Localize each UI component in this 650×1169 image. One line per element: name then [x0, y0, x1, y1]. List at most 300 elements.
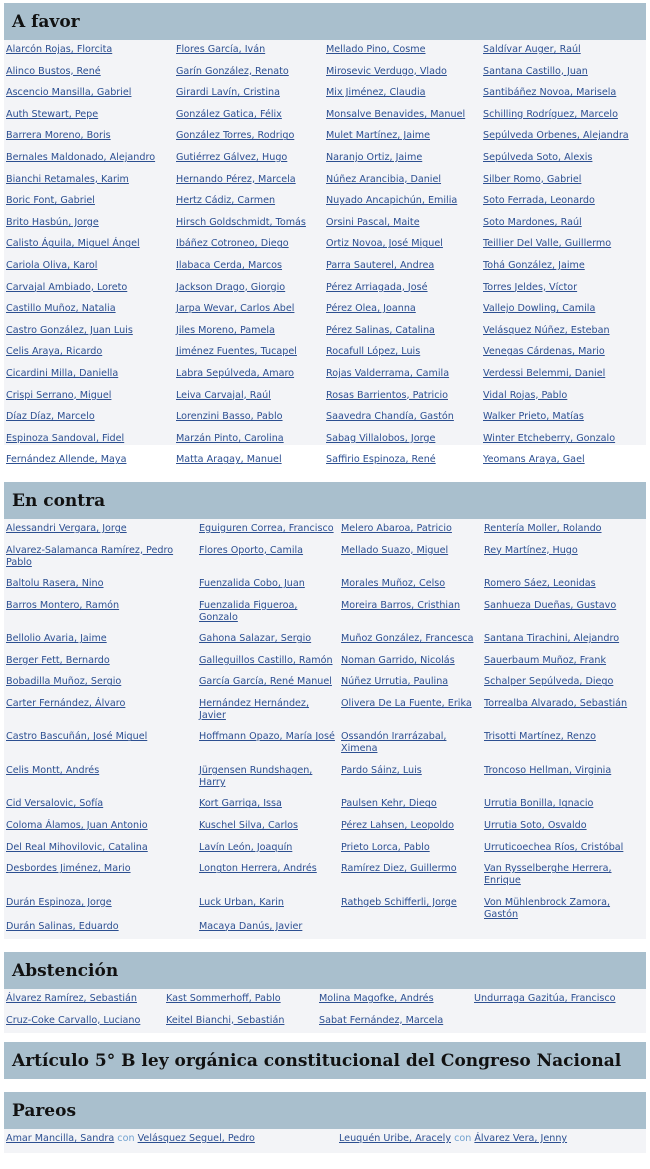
vote-cell: [174, 66, 324, 88]
vote-cell: [164, 993, 317, 1015]
vote-cell: [197, 655, 339, 677]
vote-cell: [481, 282, 646, 304]
section-title: En contra: [12, 490, 106, 511]
vote-cell: [481, 238, 646, 260]
vote-cell: [324, 66, 481, 88]
vote-cell: [481, 368, 646, 390]
deputy-link[interactable]: Parra Sauterel, Andrea: [326, 259, 435, 271]
pair-connector: con: [117, 1133, 135, 1144]
deputy-link[interactable]: Alessandri Vergara, Jorge: [6, 523, 127, 534]
deputy-link[interactable]: Sanhueza Dueñas, Gustavo: [484, 599, 617, 611]
deputy-link[interactable]: Orsini Pascal, Maite: [326, 216, 420, 228]
deputy-link[interactable]: Jiménez Fuentes, Tucapel: [176, 346, 297, 358]
vote-cell: [481, 325, 646, 347]
deputy-link[interactable]: Santibáñez Novoa, Marisela: [483, 87, 617, 99]
section-header-abstencion: [4, 952, 646, 989]
deputy-link[interactable]: Desbordes Jiménez, Mario: [6, 863, 131, 875]
pair-cell: [4, 1133, 337, 1145]
deputy-link[interactable]: Castillo Muñoz, Natalia: [6, 303, 116, 315]
vote-cell: [4, 698, 197, 732]
deputy-link[interactable]: Hertz Cádiz, Carmen: [176, 195, 276, 207]
deputy-link[interactable]: Venegas Cárdenas, Mario: [483, 346, 605, 358]
vote-row: [4, 325, 646, 347]
deputy-link[interactable]: Torres Jeldes, Víctor: [483, 281, 578, 293]
vote-cell: [481, 346, 646, 368]
vote-cell: [324, 44, 481, 66]
vote-cell: [197, 698, 339, 732]
deputy-link[interactable]: Pérez Arriagada, José: [326, 281, 428, 293]
deputy-link[interactable]: Barrera Moreno, Boris: [6, 130, 111, 142]
vote-cell: [197, 842, 339, 864]
section-header-en-contra: [4, 482, 646, 519]
vote-cell: [4, 600, 197, 634]
deputy-link[interactable]: Torrealba Alvarado, Sebastián: [484, 697, 628, 709]
vote-row: [4, 633, 646, 655]
deputy-link[interactable]: Saavedra Chandía, Gastón: [326, 411, 454, 423]
deputy-link[interactable]: Galleguillos Castillo, Ramón: [199, 654, 333, 666]
vote-cell: [4, 676, 197, 698]
vote-cell: [4, 863, 197, 897]
vote-cell: [324, 454, 481, 476]
vote-cell: [324, 346, 481, 368]
deputy-link[interactable]: Celis Araya, Ricardo: [6, 346, 103, 358]
vote-cell: [339, 600, 482, 634]
vote-row: [4, 523, 646, 545]
deputy-link[interactable]: Pérez Lahsen, Leopoldo: [341, 820, 454, 832]
vote-cell: [481, 109, 646, 131]
deputy-link[interactable]: Kuschel Silva, Carlos: [199, 820, 298, 832]
vote-cell: [481, 87, 646, 109]
pair-cell: [337, 1133, 646, 1145]
deputy-link[interactable]: Vallejo Dowling, Camila: [483, 303, 596, 315]
deputy-link[interactable]: González Torres, Rodrigo: [176, 130, 295, 142]
vote-cell: [174, 260, 324, 282]
vote-row: [4, 1015, 646, 1037]
vote-cell: [339, 731, 482, 765]
vote-cell: [324, 303, 481, 325]
deputy-link[interactable]: Alarcón Rojas, Florcita: [6, 44, 113, 55]
deputy-link[interactable]: Naranjo Ortiz, Jaime: [326, 151, 423, 163]
vote-cell: [339, 698, 482, 732]
deputy-link[interactable]: Bianchi Retamales, Karim: [6, 173, 129, 185]
vote-cell: [174, 368, 324, 390]
deputy-link[interactable]: Von Mühlenbrock Zamora, Gastón: [484, 896, 611, 920]
vote-cell: [197, 731, 339, 765]
deputy-link[interactable]: Molina Magofke, Andrés: [319, 993, 434, 1004]
section-title: Abstención: [12, 960, 119, 981]
deputy-link[interactable]: Ossandón Irarrázabal, Ximena: [341, 731, 447, 755]
vote-cell: [339, 545, 482, 579]
deputy-link[interactable]: Sepúlveda Soto, Alexis: [483, 151, 593, 163]
deputy-link[interactable]: Cicardini Milla, Daniella: [6, 367, 119, 379]
deputy-link[interactable]: Mellado Pino, Cosme: [326, 44, 426, 55]
vote-cell: [482, 600, 646, 634]
vote-cell: [481, 195, 646, 217]
deputy-link[interactable]: Gutiérrez Gálvez, Hugo: [176, 151, 288, 163]
vote-row: [4, 130, 646, 152]
deputy-link[interactable]: Núñez Arancibia, Daniel: [326, 173, 442, 185]
deputy-link[interactable]: Ascencio Mansilla, Gabriel: [6, 87, 132, 99]
deputy-link[interactable]: Santana Tirachini, Alejandro: [484, 633, 620, 645]
deputy-link[interactable]: Trisotti Martínez, Renzo: [484, 731, 596, 743]
deputy-link[interactable]: Mellado Suazo, Miguel: [341, 544, 449, 556]
deputy-link[interactable]: Bernales Maldonado, Alejandro: [6, 151, 156, 163]
deputy-link[interactable]: Auth Stewart, Pepe: [6, 108, 99, 120]
deputy-link[interactable]: Walker Prieto, Matías: [483, 411, 584, 423]
deputy-link[interactable]: Jiles Moreno, Pamela: [176, 324, 275, 336]
deputy-link[interactable]: Noman Garrido, Nicolás: [341, 654, 455, 666]
vote-cell: [339, 765, 482, 799]
vote-cell: [324, 174, 481, 196]
vote-row: [4, 195, 646, 217]
vote-cell: [174, 346, 324, 368]
deputy-link[interactable]: Sepúlveda Orbenes, Alejandra: [483, 130, 629, 142]
deputy-link[interactable]: Ibáñez Cotroneo, Diego: [176, 238, 289, 250]
deputy-link[interactable]: Sabag Villalobos, Jorge: [326, 432, 436, 444]
deputy-link[interactable]: Marzán Pinto, Carolina: [176, 432, 284, 444]
vote-cell: [481, 303, 646, 325]
vote-cell: [4, 411, 174, 433]
vote-row: [4, 238, 646, 260]
vote-cell: [482, 863, 646, 897]
deputy-link[interactable]: Melero Abaroa, Patricio: [341, 523, 452, 534]
vote-cell: [4, 993, 164, 1015]
deputy-link[interactable]: Romero Sáez, Leonidas: [484, 578, 596, 590]
deputy-link[interactable]: Bellolio Avaria, Jaime: [6, 633, 107, 645]
deputy-link[interactable]: Sauerbaum Muñoz, Frank: [484, 654, 607, 666]
vote-cell: [197, 921, 339, 943]
vote-cell: [324, 217, 481, 239]
deputy-link[interactable]: Mix Jiménez, Claudia: [326, 87, 426, 99]
vote-cell: [481, 130, 646, 152]
vote-cell: [4, 578, 197, 600]
vote-cell: [482, 578, 646, 600]
deputy-link[interactable]: Gahona Salazar, Sergio: [199, 633, 312, 645]
deputy-link[interactable]: Leuquén Uribe, Aracely: [339, 1133, 451, 1144]
favor-table: [4, 44, 646, 476]
deputy-link[interactable]: Troncoso Hellman, Virginia: [484, 764, 612, 776]
vote-cell: [481, 66, 646, 88]
vote-cell: [197, 676, 339, 698]
deputy-link[interactable]: Kort Garriga, Issa: [199, 798, 282, 810]
deputy-link[interactable]: Girardi Lavín, Cristina: [176, 87, 280, 99]
vote-cell: [482, 921, 646, 943]
deputy-link[interactable]: Paulsen Kehr, Diego: [341, 798, 437, 810]
deputy-link[interactable]: Hernando Pérez, Marcela: [176, 173, 296, 185]
vote-cell: [4, 655, 197, 677]
deputy-link[interactable]: Keitel Bianchi, Sebastián: [166, 1014, 285, 1026]
deputy-link[interactable]: Santana Castillo, Juan: [483, 65, 588, 77]
deputy-link[interactable]: Olivera De La Fuente, Erika: [341, 697, 472, 709]
deputy-link[interactable]: Castro Bascuñán, José Miguel: [6, 731, 148, 743]
vote-cell: [339, 676, 482, 698]
deputy-link[interactable]: Moreira Barros, Cristhian: [341, 599, 461, 611]
vote-cell: [4, 545, 197, 579]
deputy-link[interactable]: Nuyado Ancapichún, Emilia: [326, 195, 458, 207]
vote-cell: [4, 820, 197, 842]
vote-row: [4, 842, 646, 864]
deputy-link[interactable]: Jürgensen Rundshagen, Harry: [199, 764, 313, 788]
pareos-table: [4, 1133, 646, 1145]
deputy-link[interactable]: Vidal Rojas, Pablo: [483, 389, 568, 401]
deputy-link[interactable]: García García, René Manuel: [199, 676, 332, 688]
deputy-link[interactable]: Van Rysselberghe Herrera, Enrique: [484, 863, 612, 887]
vote-row: [4, 66, 646, 88]
deputy-link[interactable]: Saffirio Espinoza, René: [326, 454, 436, 466]
vote-cell: [339, 921, 482, 943]
deputy-link[interactable]: Morales Muñoz, Celso: [341, 578, 446, 590]
pair-connector: con: [454, 1133, 472, 1144]
abstencion-list: [4, 989, 646, 1033]
vote-row: [4, 390, 646, 412]
vote-row: [4, 152, 646, 174]
deputy-link[interactable]: Verdessi Belemmi, Daniel: [483, 367, 606, 379]
deputy-link[interactable]: Monsalve Benavides, Manuel: [326, 108, 466, 120]
deputy-link[interactable]: Flores García, Iván: [176, 44, 266, 55]
deputy-link[interactable]: González Gatica, Félix: [176, 108, 282, 120]
deputy-link[interactable]: Garín González, Renato: [176, 65, 289, 77]
vote-row: [4, 217, 646, 239]
deputy-link[interactable]: Fuenzalida Figueroa, Gonzalo: [199, 599, 298, 623]
vote-cell: [4, 152, 174, 174]
deputy-link[interactable]: Núñez Urrutia, Paulina: [341, 676, 449, 688]
deputy-link[interactable]: Hernández Hernández, Javier: [199, 697, 310, 721]
deputy-link[interactable]: Cruz-Coke Carvallo, Luciano: [6, 1014, 141, 1026]
deputy-link[interactable]: Pérez Olea, Joanna: [326, 303, 416, 315]
deputy-link[interactable]: Urrutia Bonilla, Ignacio: [484, 798, 594, 810]
deputy-link[interactable]: Mulet Martínez, Jaime: [326, 130, 431, 142]
vote-cell: [174, 411, 324, 433]
vote-cell: [324, 195, 481, 217]
deputy-link[interactable]: Boric Font, Gabriel: [6, 195, 95, 207]
vote-cell: [4, 390, 174, 412]
deputy-link[interactable]: Crispi Serrano, Miguel: [6, 389, 112, 401]
vote-cell: [482, 842, 646, 864]
deputy-link[interactable]: Teillier Del Valle, Guillermo: [483, 238, 612, 250]
deputy-link[interactable]: Espinoza Sandoval, Fidel: [6, 432, 125, 444]
deputy-link[interactable]: Leiva Carvajal, Raúl: [176, 389, 271, 401]
vote-row: [4, 44, 646, 66]
deputy-link[interactable]: Rojas Valderrama, Camila: [326, 367, 450, 379]
vote-cell: [174, 303, 324, 325]
deputy-link[interactable]: Schilling Rodríguez, Marcelo: [483, 108, 618, 120]
deputy-link[interactable]: Díaz Díaz, Marcelo: [6, 411, 95, 423]
vote-cell: [339, 578, 482, 600]
deputy-link[interactable]: Hoffmann Opazo, María José: [199, 731, 335, 743]
deputy-link[interactable]: Urruticoechea Ríos, Cristóbal: [484, 841, 624, 853]
deputy-link[interactable]: Durán Salinas, Eduardo: [6, 920, 119, 932]
vote-cell: [197, 600, 339, 634]
deputy-link[interactable]: Winter Etcheberry, Gonzalo: [483, 432, 616, 444]
vote-cell: [481, 217, 646, 239]
deputy-link[interactable]: Del Real Mihovilovic, Catalina: [6, 841, 148, 853]
deputy-link[interactable]: Velásquez Seguel, Pedro: [137, 1133, 255, 1144]
deputy-link[interactable]: Eguiguren Correa, Francisco: [199, 523, 334, 534]
vote-cell: [197, 820, 339, 842]
deputy-link[interactable]: Saldívar Auger, Raúl: [483, 44, 581, 55]
vote-cell: [4, 731, 197, 765]
vote-cell: [174, 238, 324, 260]
vote-cell: [324, 238, 481, 260]
deputy-link[interactable]: Berger Fett, Bernardo: [6, 654, 110, 666]
vote-cell: [482, 655, 646, 677]
deputy-link[interactable]: Yeomans Araya, Gael: [483, 454, 585, 466]
deputy-link[interactable]: Jackson Drago, Giorgio: [176, 281, 286, 293]
vote-cell: [4, 260, 174, 282]
deputy-link[interactable]: Soto Mardones, Raúl: [483, 216, 582, 228]
vote-cell: [324, 390, 481, 412]
deputy-link[interactable]: Hirsch Goldschmidt, Tomás: [176, 216, 306, 228]
vote-cell: [482, 765, 646, 799]
deputy-link[interactable]: Cid Versalovic, Sofía: [6, 798, 104, 810]
deputy-link[interactable]: Velásquez Núñez, Esteban: [483, 324, 610, 336]
vote-cell: [482, 523, 646, 545]
vote-cell: [482, 698, 646, 732]
deputy-link[interactable]: Tohá González, Jaime: [483, 259, 585, 271]
deputy-link[interactable]: Matta Aragay, Manuel: [176, 454, 282, 466]
vote-cell: [339, 842, 482, 864]
vote-cell: [4, 217, 174, 239]
deputy-link[interactable]: Schalper Sepúlveda, Diego: [484, 676, 614, 688]
contra-list: [4, 519, 646, 939]
deputy-link[interactable]: Pardo Sáinz, Luis: [341, 764, 422, 776]
favor-list: [4, 40, 646, 466]
vote-row: [4, 260, 646, 282]
deputy-link[interactable]: Jarpa Wevar, Carlos Abel: [176, 303, 295, 315]
vote-row: [4, 454, 646, 476]
vote-row: [4, 346, 646, 368]
deputy-link[interactable]: Álvarez Vera, Jenny: [474, 1133, 568, 1144]
deputy-link[interactable]: Kast Sommerhoff, Pablo: [166, 993, 281, 1004]
deputy-link[interactable]: Carvajal Ambiado, Loreto: [6, 281, 128, 293]
deputy-link[interactable]: Soto Ferrada, Leonardo: [483, 195, 595, 207]
deputy-link[interactable]: Longton Herrera, Andrés: [199, 863, 317, 875]
deputy-link[interactable]: Rathgeb Schifferli, Jorge: [341, 896, 457, 908]
deputy-link[interactable]: Lavín León, Joaquín: [199, 841, 293, 853]
vote-cell: [481, 152, 646, 174]
vote-row: [4, 676, 646, 698]
vote-cell: [339, 523, 482, 545]
deputy-link[interactable]: Alvarez-Salamanca Ramírez, Pedro Pablo: [6, 544, 174, 568]
vote-cell: [4, 454, 174, 476]
deputy-link[interactable]: Barros Montero, Ramón: [6, 599, 120, 611]
vote-cell: [339, 820, 482, 842]
deputy-link[interactable]: Fuenzalida Cobo, Juan: [199, 578, 305, 590]
contra-table: [4, 523, 646, 942]
vote-row: [4, 921, 646, 943]
vote-cell: [4, 523, 197, 545]
deputy-link[interactable]: Alinco Bustos, René: [6, 65, 101, 77]
vote-cell: [4, 346, 174, 368]
deputy-link[interactable]: Amar Mancilla, Sandra: [6, 1133, 115, 1144]
deputy-link[interactable]: Álvarez Ramírez, Sebastián: [6, 993, 137, 1004]
deputy-link[interactable]: Rey Martínez, Hugo: [484, 544, 578, 556]
section-title: Artículo 5° B ley orgánica constitucional del Congreso Nacional: [12, 1050, 622, 1071]
deputy-link[interactable]: Ortiz Novoa, José Miguel: [326, 238, 443, 250]
deputy-link[interactable]: Baltolu Rasera, Nino: [6, 578, 104, 590]
pareos-row: [4, 1133, 646, 1145]
deputy-link[interactable]: Bobadilla Muñoz, Sergio: [6, 676, 122, 688]
vote-row: [4, 798, 646, 820]
vote-cell: [324, 87, 481, 109]
deputy-link[interactable]: Lorenzini Basso, Pablo: [176, 411, 283, 423]
abstencion-table-body: [4, 993, 646, 1036]
deputy-link[interactable]: Rosas Barrientos, Patricio: [326, 389, 449, 401]
deputy-link[interactable]: Flores Oporto, Camila: [199, 544, 304, 556]
vote-cell: [481, 390, 646, 412]
deputy-link[interactable]: Pérez Salinas, Catalina: [326, 324, 435, 336]
vote-cell: [324, 325, 481, 347]
deputy-link[interactable]: Coloma Álamos, Juan Antonio: [6, 820, 148, 832]
vote-cell: [482, 545, 646, 579]
deputy-link[interactable]: Ramírez Diez, Guillermo: [341, 863, 457, 875]
deputy-link[interactable]: Undurraga Gazitúa, Francisco: [474, 993, 616, 1004]
deputy-link[interactable]: Muñoz González, Francesca: [341, 633, 474, 645]
vote-cell: [324, 260, 481, 282]
deputy-link[interactable]: Labra Sepúlveda, Amaro: [176, 367, 295, 379]
contra-table-body: [4, 523, 646, 942]
deputy-link[interactable]: Castro González, Juan Luis: [6, 324, 133, 336]
vote-cell: [324, 411, 481, 433]
vote-cell: [482, 676, 646, 698]
vote-cell: [339, 655, 482, 677]
vote-row: [4, 731, 646, 765]
deputy-link[interactable]: Rentería Moller, Rolando: [484, 523, 602, 534]
vote-cell: [482, 633, 646, 655]
deputy-link[interactable]: Carter Fernández, Álvaro: [6, 697, 126, 709]
deputy-link[interactable]: Urrutia Soto, Osvaldo: [484, 820, 587, 832]
deputy-link[interactable]: Durán Espinoza, Jorge: [6, 896, 112, 908]
vote-cell: [481, 44, 646, 66]
vote-row: [4, 863, 646, 897]
vote-cell: [4, 130, 174, 152]
deputy-link[interactable]: Luck Urban, Karin: [199, 896, 284, 908]
deputy-link[interactable]: Macaya Danús, Javier: [199, 920, 303, 932]
deputy-link[interactable]: Mirosevic Verdugo, Vlado: [326, 65, 447, 77]
vote-cell: [481, 411, 646, 433]
vote-cell: [481, 433, 646, 455]
vote-row: [4, 282, 646, 304]
vote-cell: [174, 282, 324, 304]
deputy-link[interactable]: Brito Hasbún, Jorge: [6, 216, 99, 228]
deputy-link[interactable]: Fernández Allende, Maya: [6, 454, 127, 466]
vote-row: [4, 600, 646, 634]
vote-cell: [4, 798, 197, 820]
section-header-a-favor: [4, 3, 646, 40]
vote-cell: [197, 765, 339, 799]
vote-cell: [197, 633, 339, 655]
deputy-link[interactable]: Prieto Lorca, Pablo: [341, 841, 430, 853]
vote-cell: [174, 195, 324, 217]
deputy-link[interactable]: Sabat Fernández, Marcela: [319, 1014, 444, 1026]
vote-cell: [324, 130, 481, 152]
vote-cell: [472, 993, 646, 1015]
deputy-link[interactable]: Silber Romo, Gabriel: [483, 173, 582, 185]
deputy-link[interactable]: Calisto Águila, Miguel Ángel: [6, 238, 140, 250]
vote-cell: [197, 578, 339, 600]
deputy-link[interactable]: Ilabaca Cerda, Marcos: [176, 259, 283, 271]
deputy-link[interactable]: Rocafull López, Luis: [326, 346, 421, 358]
vote-row: [4, 303, 646, 325]
vote-cell: [339, 633, 482, 655]
deputy-link[interactable]: Celis Montt, Andrés: [6, 764, 100, 776]
deputy-link[interactable]: Cariola Oliva, Karol: [6, 259, 98, 271]
vote-row: [4, 765, 646, 799]
section-header-articulo: [4, 1042, 646, 1079]
vote-cell: [324, 368, 481, 390]
vote-cell: [339, 897, 482, 921]
vote-cell: [164, 1015, 317, 1037]
